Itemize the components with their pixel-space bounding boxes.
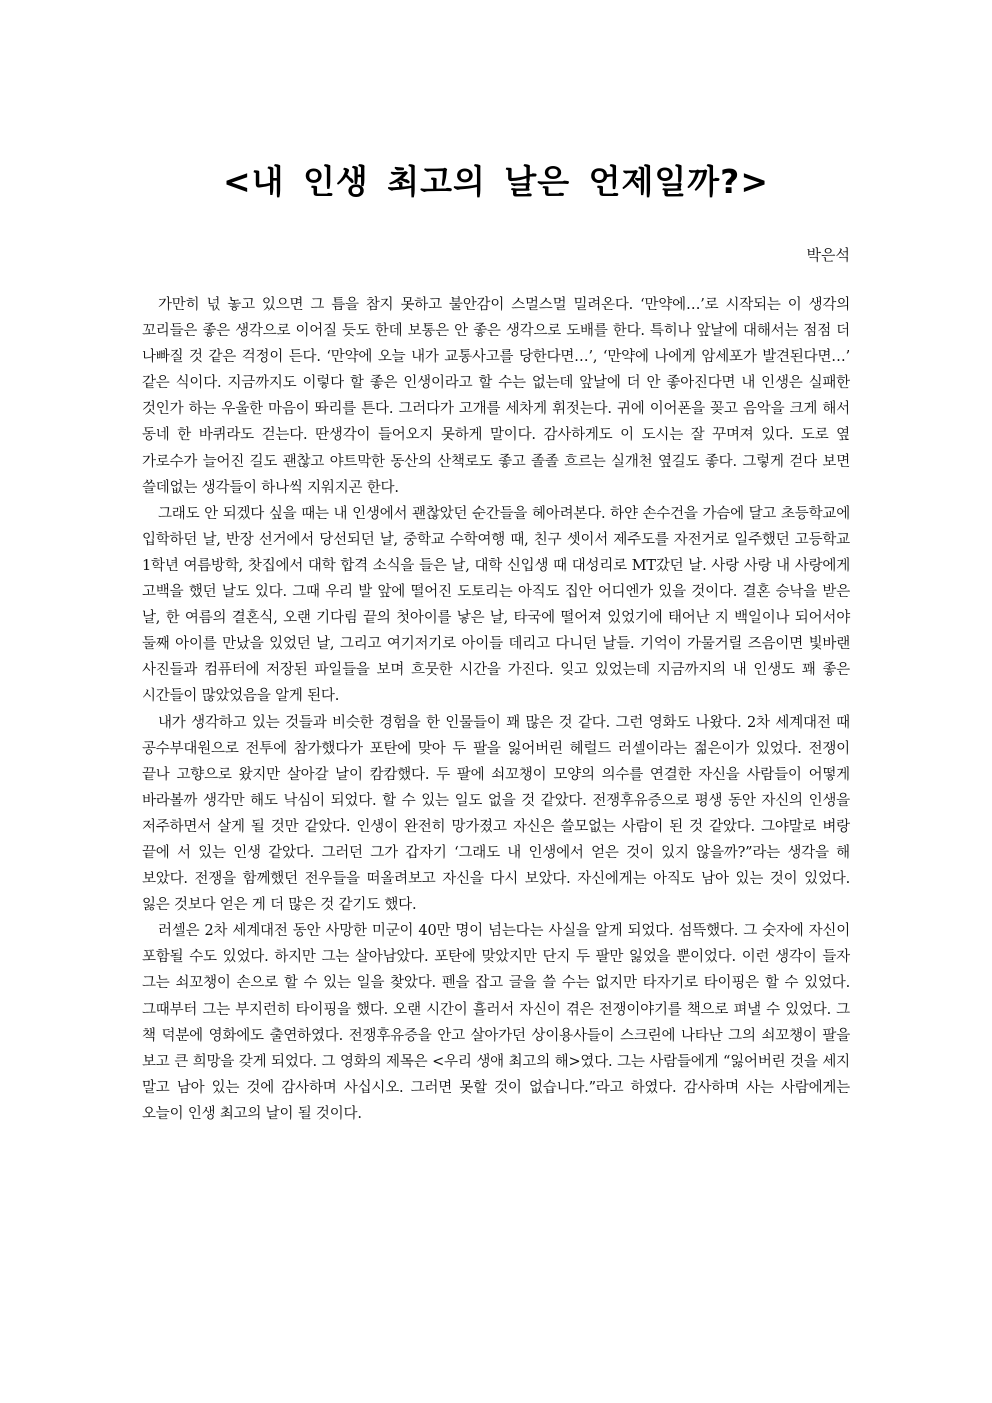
paragraph-2: 그래도 안 되겠다 싶을 때는 내 인생에서 괜찮았던 순간들을 헤아려본다. 하얀 손수건을 가슴에 달고 초등학교에 입학하던 날, 반장 선거에서 당선되던 날, 중학교 수학여행 때, 친구 셋이서 제주도를 자전거로 일주했던 고등학교 1학년 여름방학, 찻집에서 대학 합격 소식을 들은 날, 대학 신입생 때 대성리로 MT갔던 날. 사랑 사랑 내 사랑에게 고백을 했던 날도 있다. 그때 우리 발 앞에 떨어진 도토리는 아직도 집안 어디엔가 있을 것이다. 결혼 승낙을 받은 날, 한 여름의 결혼식, 오랜 기다림 끝의 첫아이를 낳은 날, 타국에 떨어져 있었기에 태어난 지 백일이나 되어서야 둘째 아이를 만났을 있었던 날, 그리고 여기저기로 아이들 데리고 다니던 날들. 기억이 가물거릴 즈음이면 빛바랜 사진들과 컴퓨터에 저장된 파일들을 보며 흐뭇한 시간을 가진다. 잊고 있었는데 지금까지의 내 인생도 꽤 좋은 시간들이 많았었음을 알게 된다. [142, 505, 850, 705]
document-body [142, 292, 850, 1127]
paragraph-1: 가만히 넋 놓고 있으면 그 틈을 참지 못하고 불안감이 스멀스멀 밀려온다. ‘만약에…’로 시작되는 이 생각의 꼬리들은 좋은 생각으로 이어질 듯도 한데 보통은 안 좋은 생각으로 도배를 한다. 특히나 앞날에 대해서는 점점 더 나빠질 것 같은 걱정이 든다. ‘만약에 오늘 내가 교통사고를 당한다면…’, ‘만약에 나에게 암세포가 발견된다면…’ 같은 식이다. 지금까지도 이렇다 할 좋은 인생이라고 할 수는 없는데 앞날에 더 안 좋아진다면 내 인생은 실패한 것인가 하는 우울한 마음이 똬리를 튼다. 그러다가 고개를 세차게 휘젓는다. 귀에 이어폰을 꽂고 음악을 크게 해서 동네 한 바퀴라도 걷는다. 딴생각이 들어오지 못하게 말이다. 감사하게도 이 도시는 잘 꾸며져 있다. 도로 옆 가로수가 늘어진 길도 괜찮고 야트막한 동산의 산책로도 좋고 졸졸 흐르는 실개천 옆길도 좋다. 그렇게 걷다 보면 쓸데없는 생각들이 하나씩 지워지곤 한다. [142, 297, 850, 496]
paragraph-4: 러셀은 2차 세계대전 동안 사망한 미군이 40만 명이 넘는다는 사실을 알게 되었다. 섬뜩했다. 그 숫자에 자신이 포함될 수도 있었다. 하지만 그는 살아남았다. 포탄에 맞았지만 단지 두 팔만 잃었을 뿐이었다. 이런 생각이 들자 그는 쇠꼬챙이 손으로 할 수 있는 일을 찾았다. 펜을 잡고 글을 쓸 수는 없지만 타자기로 타이핑은 할 수 있었다. 그때부터 그는 부지런히 타이핑을 했다. 오랜 시간이 흘러서 자신이 겪은 전쟁이야기를 책으로 펴낼 수 있었다. 그 책 덕분에 영화에도 출연하였다. 전쟁후유증을 안고 살아가던 상이용사들이 스크린에 나타난 그의 쇠꼬챙이 팔을 보고 큰 희망을 갖게 되었다. 그 영화의 제목은 <우리 생애 최고의 해>였다. 그는 사람들에게 “잃어버린 것을 세지 말고 남아 있는 것에 감사하며 사십시오. 그러면 못할 것이 없습니다.”라고 하였다. 감사하며 사는 사람에게는 오늘이 인생 최고의 날이 될 것이다. [142, 923, 850, 1122]
paragraph-3: 내가 생각하고 있는 것들과 비슷한 경험을 한 인물들이 꽤 많은 것 같다. 그런 영화도 나왔다. 2차 세계대전 때 공수부대원으로 전투에 참가했다가 포탄에 맞아 두 팔을 잃어버린 헤럴드 러셀이라는 젊은이가 있었다. 전쟁이 끝나 고향으로 왔지만 살아갈 날이 캄캄했다. 두 팔에 쇠꼬챙이 모양의 의수를 연결한 자신을 사람들이 어떻게 바라볼까 생각만 해도 낙심이 되었다. 할 수 있는 일도 없을 것 같았다. 전쟁후유증으로 평생 동안 자신의 인생을 저주하면서 살게 될 것만 같았다. 인생이 완전히 망가졌고 자신은 쓸모없는 사람이 된 것 같았다. 그야말로 벼랑 끝에 서 있는 인생 같았다. 그러던 그가 갑자기 ‘그래도 내 인생에서 얻은 것이 있지 않을까?”라는 생각을 해 보았다. 전쟁을 함께했던 전우들을 떠올려보고 자신을 다시 보았다. 자신에게는 아직도 남아 있는 것이 있었다. 잃은 것보다 얻은 게 더 많은 것 같기도 했다. [142, 714, 850, 914]
document-title: <내 인생 최고의 날은 언제일까?> [223, 162, 769, 201]
author-name: 박은석 [806, 246, 850, 264]
